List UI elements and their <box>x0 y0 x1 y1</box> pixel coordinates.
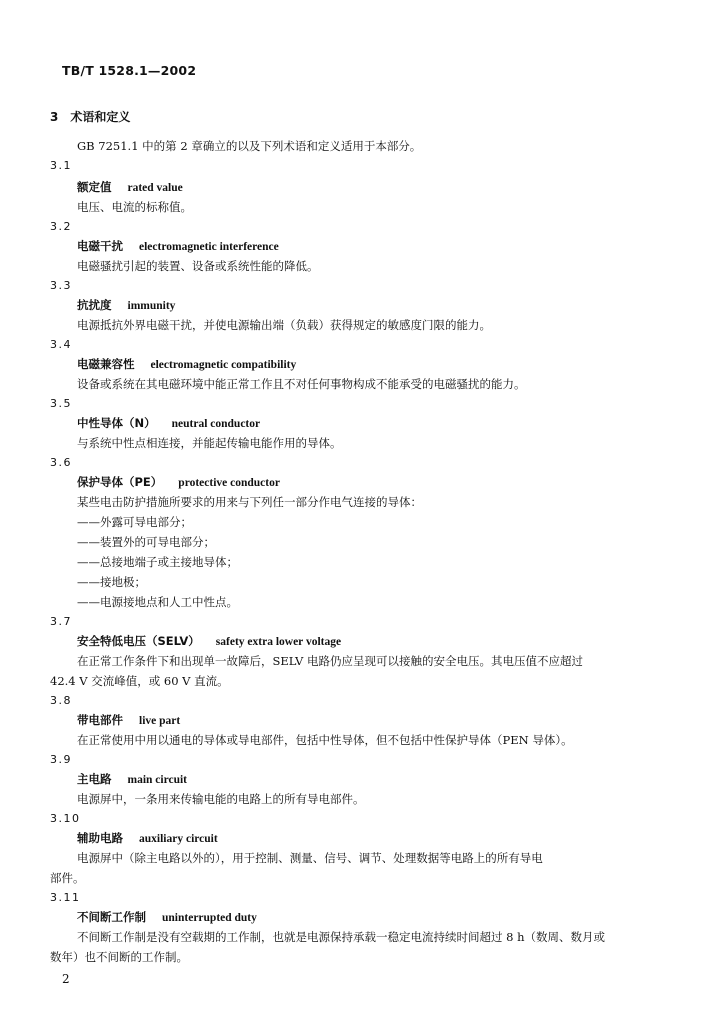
term-heading <box>77 772 187 787</box>
section-heading <box>50 110 130 124</box>
term-zh: 抗扰度 <box>77 298 112 312</box>
term-heading <box>77 357 296 372</box>
section-title: 术语和定义 <box>70 110 131 124</box>
term-en: electromagnetic compatibility <box>150 359 297 371</box>
term-definition: 电磁骚扰引起的装置、设备或系统性能的降低。 <box>77 259 319 273</box>
term-definition-continued: 数年）也不间断的工作制。 <box>50 950 188 964</box>
term-definition-continued: 42.4 V 交流峰值，或 60 V 直流。 <box>50 674 229 688</box>
standard-header: TB/T 1528.1—2002 <box>62 63 197 78</box>
term-number: 3.10 <box>50 812 81 825</box>
term-number: 3.9 <box>50 753 72 766</box>
term-heading <box>77 239 279 254</box>
term-heading <box>77 180 183 195</box>
intro-paragraph: GB 7251.1 中的第 2 章确立的以及下列术语和定义适用于本部分。 <box>77 139 422 153</box>
term-zh: 不间断工作制 <box>77 910 146 924</box>
term-en: auxiliary circuit <box>139 833 218 845</box>
term-definition: 电压、电流的标称值。 <box>77 200 192 214</box>
list-item: ——外露可导电部分； <box>77 515 192 529</box>
term-en: rated value <box>127 182 183 194</box>
term-en: neutral conductor <box>171 418 261 430</box>
term-number: 3.11 <box>50 891 81 904</box>
term-definition: 设备或系统在其电磁环境中能正常工作且不对任何事物构成不能承受的电磁骚扰的能力。 <box>77 377 526 391</box>
term-en: uninterrupted duty <box>162 912 257 924</box>
term-zh: 中性导体（N） <box>77 416 156 430</box>
term-number: 3.3 <box>50 279 72 292</box>
term-definition: 电源屏中，一条用来传输电能的电路上的所有导电部件。 <box>77 792 365 806</box>
term-en: safety extra lower voltage <box>215 636 342 648</box>
term-zh: 保护导体（PE） <box>77 475 163 489</box>
list-item: ——装置外的可导电部分； <box>77 535 215 549</box>
term-en: immunity <box>127 300 176 312</box>
term-number: 3.5 <box>50 397 72 410</box>
term-en: main circuit <box>127 774 188 786</box>
term-definition: 电源屏中（除主电路以外的），用于控制、测量、信号、调节、处理数据等电路上的所有导电 <box>77 851 543 865</box>
term-number: 3.2 <box>50 220 72 233</box>
term-zh: 主电路 <box>77 772 112 786</box>
term-zh: 辅助电路 <box>77 831 123 845</box>
list-item: ——电源接地点和人工中性点。 <box>77 595 238 609</box>
term-en: live part <box>139 715 181 727</box>
term-heading <box>77 713 180 728</box>
term-zh: 电磁兼容性 <box>77 357 135 371</box>
term-number: 3.6 <box>50 456 72 469</box>
term-definition: 在正常使用中用以通电的导体或导电部件，包括中性导体，但不包括中性保护导体（PEN 导体）。 <box>77 733 573 747</box>
term-heading <box>77 416 260 431</box>
term-en: electromagnetic interference <box>139 241 279 253</box>
section-number: 3 <box>50 110 59 124</box>
term-number: 3.8 <box>50 694 72 707</box>
page-number: 2 <box>62 972 70 986</box>
term-number: 3.7 <box>50 615 72 628</box>
term-definition-continued: 部件。 <box>50 871 85 885</box>
term-zh: 电磁干扰 <box>77 239 123 253</box>
list-item: ——总接地端子或主接地导体； <box>77 555 238 569</box>
term-definition: 与系统中性点相连接，并能起传输电能作用的导体。 <box>77 436 342 450</box>
term-definition: 在正常工作条件下和出现单一故障后，SELV 电路仍应呈现可以接触的安全电压。其电压值不应超过 <box>77 654 584 668</box>
term-en: protective conductor <box>178 477 280 489</box>
term-zh: 额定值 <box>77 180 112 194</box>
term-heading <box>77 831 218 846</box>
term-heading <box>77 298 175 313</box>
term-zh: 安全特低电压（SELV） <box>77 634 200 648</box>
term-number: 3.4 <box>50 338 72 351</box>
term-definition: 电源抵抗外界电磁干扰，并使电源输出端（负载）获得规定的敏感度门限的能力。 <box>77 318 491 332</box>
term-definition: 不间断工作制是没有空载期的工作制，也就是电源保持承载一稳定电流持续时间超过 8 h（数周、数月或 <box>77 930 606 944</box>
term-number: 3.1 <box>50 159 72 172</box>
term-heading <box>77 634 341 649</box>
term-heading <box>77 910 257 925</box>
term-heading <box>77 475 280 490</box>
term-zh: 带电部件 <box>77 713 123 727</box>
term-definition: 某些电击防护措施所要求的用来与下列任一部分作电气连接的导体： <box>77 495 422 509</box>
list-item: ——接地极； <box>77 575 146 589</box>
